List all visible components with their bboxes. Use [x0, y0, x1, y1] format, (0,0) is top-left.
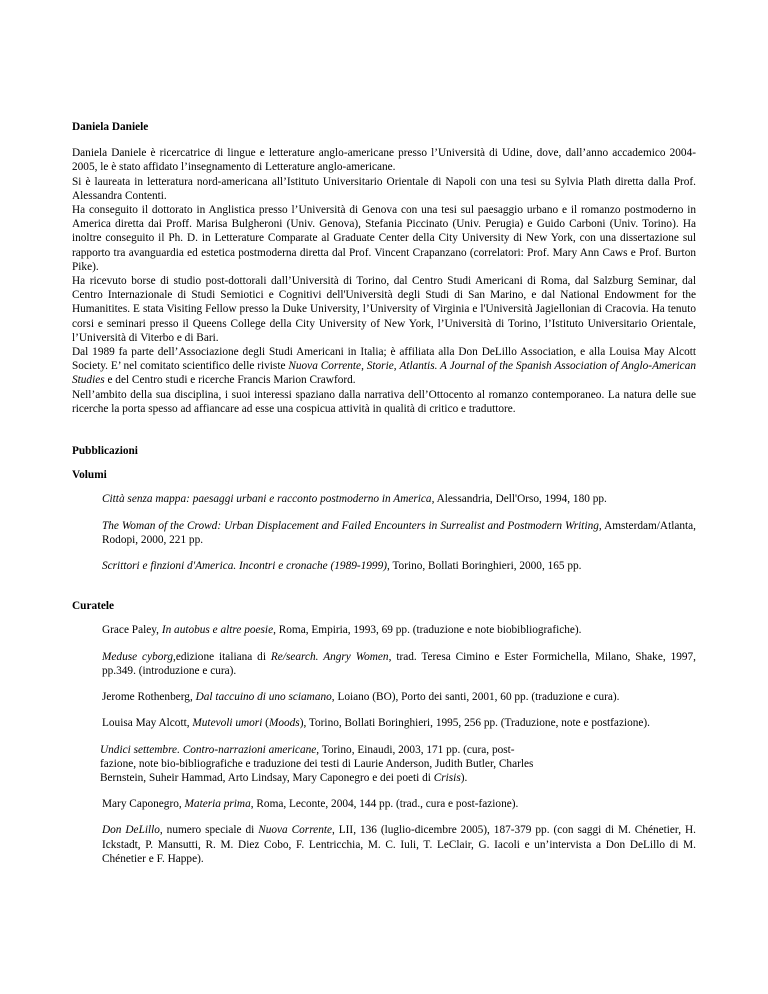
bio-paragraph: Ha ricevuto borse di studio post-dottorali dall’Università di Torino, dal Centro Studi Americani di Roma, dal Salzburg Seminar, dal Centro Internazionale di Studi Semiotici e Cognitivi dell'Università degli Studi di San Marino, e dal National Endowment for the Humanitites. E stata Visiting Fellow presso la Duke University, l’University of Virginia e l'Università Jagiellonian di Cracovia. Ha tenuto corsi e seminari presso il Queens College della City University of New York, l’Università di Torino, l’Istituto Universitario Orientale, l’Università di Viterbo e di Bari. — [72, 275, 696, 344]
list-item — [102, 650, 696, 678]
bio-text: , — [361, 360, 367, 373]
publications-heading: Pubblicazioni — [72, 445, 138, 458]
work-details: , LII, 136 (luglio-dicembre 2005), 187-379 pp. (con saggi di M. Chénetier, H. Ickstadt, P. Mansutti, R. M. Diez Cobo, F. Lentricchia, M. C. Iuli, T. LeClair, G. Iacoli e un’intervista a Don DeLillo di M. Chénetier e F. Happe). — [102, 824, 696, 865]
work-title: Scrittori e finzioni d'America. Incontri e cronache (1989-1999) — [102, 560, 387, 573]
journal-title: Nuova Corrente — [288, 360, 362, 373]
work-author: Jerome Rothenberg, — [102, 691, 196, 704]
volumi-heading: Volumi — [72, 469, 107, 482]
list-item — [102, 519, 696, 547]
biography — [72, 146, 696, 416]
work-details: ,edizione italiana di — [173, 650, 271, 663]
work-title: Nuova Corrente — [258, 824, 332, 837]
bio-paragraph: Daniela Daniele è ricercatrice di lingue e letterature anglo-americane presso l’Università di Udine, dove, dall’anno accademico 2004-2005, le è stato affidato l’insegnamento di Letterature anglo-americane. — [72, 147, 696, 174]
work-title: Don DeLillo — [102, 824, 160, 837]
author-heading: Daniela Daniele — [72, 121, 149, 133]
work-title: Undici settembre. Contro-narrazioni americane — [100, 743, 317, 756]
document-page — [72, 120, 696, 878]
curatele-list — [72, 623, 696, 865]
journal-title: Atlantis. A Journal of the Spanish Association of Anglo-American Studies — [72, 360, 696, 387]
work-title: The Woman of the Crowd: Urban Displacement and Failed Encounters in Surrealist and Postmodern Writing, — [102, 519, 602, 532]
work-title: Crisis — [433, 771, 461, 784]
work-details: fazione, note bio-bibliografiche e traduzione dei testi di Laurie Anderson, Judith Butler, Charles — [100, 757, 534, 770]
work-title: In autobus e altre poesie — [161, 624, 274, 637]
bio-text: , — [393, 360, 400, 373]
bio-paragraph — [72, 345, 696, 388]
list-item — [102, 823, 696, 866]
work-details: ). — [460, 771, 468, 784]
journal-title: Storie — [366, 360, 394, 373]
work-details: ), Torino, Bollati Boringhieri, 1995, 256 pp. (Traduzione, note e postfazione). — [299, 717, 650, 730]
work-title: Città senza mappa: paesaggi urbani e racconto postmoderno in America, — [102, 493, 435, 506]
work-details: , numero speciale di — [159, 824, 259, 837]
list-item — [100, 743, 696, 786]
list-item — [102, 623, 696, 637]
work-details: Alessandria, Dell'Orso, 1994, 180 pp. — [434, 493, 607, 506]
curatele-heading: Curatele — [72, 600, 115, 613]
bio-paragraph: Nell’ambito della sua disciplina, i suoi interessi spaziano dalla narrativa dell’Ottocento al romanzo contemporaneo. La natura delle sue ricerche la porta spesso ad affiancare ad esse una cospicua attività in qualità di critico e traduttore. — [72, 388, 696, 415]
work-details: , Roma, Leconte, 2004, 144 pp. (trad., cura e post-fazione). — [250, 798, 519, 811]
work-title: Mutevoli umori — [192, 717, 263, 730]
volumi-list — [72, 492, 696, 573]
list-item — [102, 690, 696, 704]
work-title: Meduse cyborg — [102, 650, 174, 663]
work-title: Dal taccuino di uno sciamano — [195, 691, 332, 704]
work-details: , Roma, Empiria, 1993, 69 pp. (traduzione e note biobibliografiche). — [273, 624, 582, 637]
work-details: Amsterdam/Atlanta, Rodopi, 2000, 221 pp. — [102, 519, 696, 546]
bio-text: e del Centro studi e ricerche Francis Marion Crawford. — [104, 374, 356, 387]
list-item — [102, 559, 696, 573]
work-details: ( — [262, 717, 269, 730]
work-details: , Torino, Einaudi, 2003, 171 pp. (cura, post- — [316, 743, 515, 756]
work-title: Re/search. Angry Women — [270, 650, 389, 663]
work-details: , trad. Teresa Cimino e Ester Formichella, Milano, Shake, 1997, pp.349. (introduzione e cura). — [102, 650, 696, 677]
work-details: , Torino, Bollati Boringhieri, 2000, 165 pp. — [387, 560, 582, 573]
work-author: Mary Caponegro, — [102, 798, 185, 811]
list-item — [102, 716, 696, 730]
work-author: Grace Paley, — [102, 624, 162, 637]
work-details: , Loiano (BO), Porto dei santi, 2001, 60 pp. (traduzione e cura). — [331, 691, 620, 704]
bio-paragraph: Ha conseguito il dottorato in Anglistica presso l’Università di Genova con una tesi sul paesaggio urbano e il romanzo postmoderno in America diretta dai Proff. Marisa Bulgheroni (Univ. Genova), Stefania Piccinato (Univ. Perugia) e Guido Carboni (Univ. Torino). Ha inoltre conseguito il Ph. D. in Letterature Comparate al Graduate Center della City University di New York, con una dissertazione sul rapporto tra avanguardia ed estetica postmoderna diretta dal Prof. Vincent Crapanzano (correlatori: Prof. Mary Ann Caws e Prof. Burton Pike). — [72, 204, 696, 273]
list-item — [102, 797, 696, 811]
bio-text: Dal 1989 fa parte dell’Associazione degli Studi Americani in Italia; è affiliata alla Don DeLillo Association, e alla Louisa May Alcott Society. E’ nel comitato scientifico delle riviste — [72, 346, 696, 373]
work-title: Materia prima — [184, 798, 251, 811]
bio-paragraph: Si è laureata in letteratura nord-americana all’Istituto Universitario Orientale di Napoli con una tesi su Sylvia Plath diretta dalla Prof. Alessandra Contenti. — [72, 175, 696, 202]
work-title: Moods — [268, 717, 300, 730]
work-details: Bernstein, Suheir Hammad, Arto Lindsay, Mary Caponegro e dei poeti di — [100, 771, 434, 784]
list-item — [102, 492, 696, 506]
work-author: Louisa May Alcott, — [102, 717, 193, 730]
